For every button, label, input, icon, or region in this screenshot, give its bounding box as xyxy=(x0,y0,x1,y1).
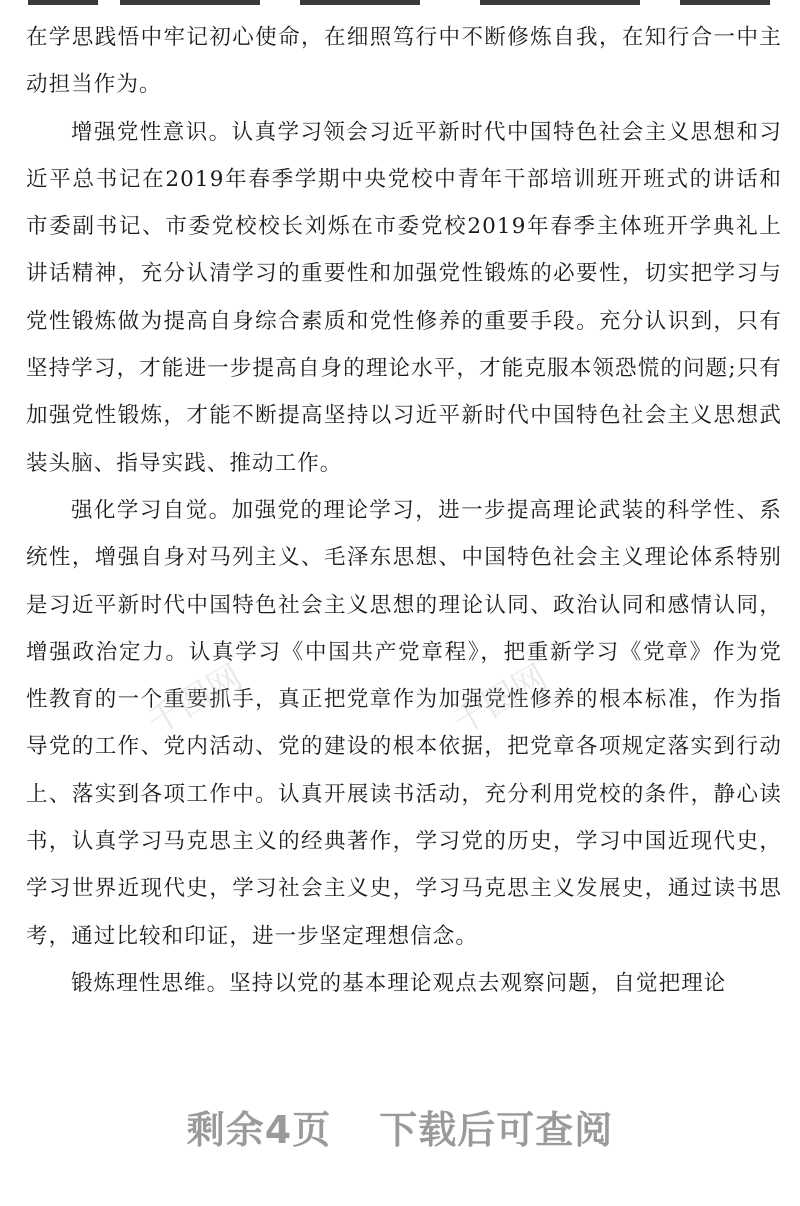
paragraph-rational-thinking: 锻炼理性思维。坚持以党的基本理论观点去观察问题，自觉把理论 xyxy=(71,970,727,996)
paragraph-study-consciousness: 强化学习自觉。加强党的理论学习，进一步提高理论武装的科学性、系统性，增强自身对马列主义、毛泽东思想、中国特色社会主义理论体系特别是习近平新时代中国特色社会主义思想的理论认同、政治认同和感情认同，增强政治定力。认真学习《中国共产党章程》，把重新学习《党章》作为党性教育的一个重要抓手，真正把党章作为加强党性修养的根本标准，作为指导党的工作、党内活动、党的建设的根本依据，把党章各项规定落实到行动上、落实到各项工作中。认真开展读书活动，充分利用党校的条件，静心读书，认真学习马克思主义的经典著作，学习党的历史，学习中国近现代史，学习世界近现代史，学习社会主义史，学习马克思主义发展史，通过读书思考，通过比较和印证，进一步坚定理想信念。 xyxy=(26,497,782,949)
watermark-text: 千图网 xyxy=(140,657,250,743)
watermark-text: 千图网 xyxy=(445,657,555,743)
document-body xyxy=(26,14,782,1007)
paragraph-continuation: 在学思践悟中牢记初心使命，在细照笃行中不断修炼自我，在知行合一中主动担当作为。 xyxy=(26,25,782,98)
download-hint-label: 下载后可查阅 xyxy=(379,1108,614,1152)
paragraph-party-awareness: 增强党性意识。认真学习领会习近平新时代中国特色社会主义思想和习近平总书记在2019年春季学期中央党校中青年干部培训班开班式的讲话和市委副书记、市委党校校长刘烁在市委党校2019年春季主体班开学典礼上讲话精神，充分认清学习的重要性和加强党性锻炼的必要性，切实把学习与党性锻炼做为提高自身综合素质和党性修养的重要手段。充分认识到，只有坚持学习，才能进一步提高自身的理论水平，才能克服本领恐慌的问题;只有加强党性锻炼，才能不断提高坚持以习近平新时代中国特色社会主义思想武装头脑、指导实践、推动工作。 xyxy=(26,119,782,476)
remaining-pages-label: 剩余4页 xyxy=(186,1108,332,1152)
clipped-previous-line xyxy=(0,0,800,9)
download-prompt-button[interactable] xyxy=(0,1100,800,1160)
